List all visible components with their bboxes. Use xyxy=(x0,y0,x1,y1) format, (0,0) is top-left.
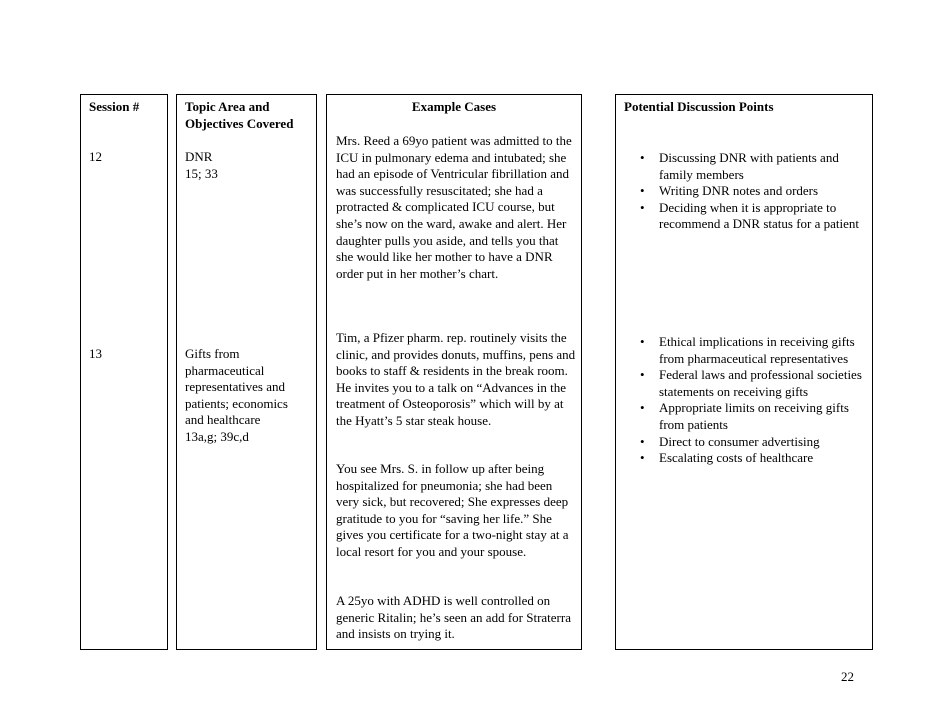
bullet-icon: • xyxy=(640,367,645,383)
row-12-topic-name: DNR xyxy=(185,149,213,164)
bullet-icon: • xyxy=(640,450,645,466)
session-header: Session # xyxy=(89,99,140,114)
case-adhd-advertising: A 25yo with ADHD is well controlled on generic Ritalin; he’s seen an add for Straterra and insists on trying it. xyxy=(336,593,571,642)
case-dnr-mrs-reed: Mrs. Reed a 69yo patient was admitted to the ICU in pulmonary edema and intubated; she had an episode of Ventricular fibrillation and was successfully resuscitated; she had a protracted & complicated ICU course, but she’s now on the ward, awake and alert. Her daughter pulls you aside, and tells you that she would like her mother to have a DNR order put in her mother’s chart. xyxy=(336,133,572,281)
discussion-column xyxy=(615,94,873,650)
row-13-objectives: 13a,g; 39c,d xyxy=(185,428,249,444)
topic-header: Topic Area and Objectives Covered xyxy=(185,99,294,131)
list-item: • Federal laws and professional societies statements on receiving gifts xyxy=(640,367,862,399)
bullet-icon: • xyxy=(640,334,645,349)
cases-header: Example Cases xyxy=(411,99,497,114)
bullet-icon: • xyxy=(640,199,645,215)
list-item: • Writing DNR notes and orders xyxy=(640,183,819,199)
row-13-topic-name: Gifts from pharmaceutical representatives and patients; economics and healthcare xyxy=(185,346,288,428)
row-13-session: 13 xyxy=(89,346,102,361)
bullet-icon: • xyxy=(640,183,645,199)
bullet-icon: • xyxy=(640,400,645,416)
row-12-topic xyxy=(185,149,309,182)
page-number: 22 xyxy=(841,669,854,684)
list-item: • Direct to consumer advertising xyxy=(640,433,820,449)
session-column xyxy=(80,94,168,650)
row-13-points xyxy=(616,334,866,467)
list-item: • Deciding when it is appropriate to recommend a DNR status for a patient xyxy=(640,199,859,232)
list-item: • Ethical implications in receiving gifts from pharmaceutical representatives xyxy=(640,334,855,366)
row-12-points xyxy=(616,150,866,233)
case-pharm-rep: Tim, a Pfizer pharm. rep. routinely visits the clinic, and provides donuts, muffins, pens and books to staff & residents in the break room. He invites you to a talk on “Advances in the treatment of Osteoporosis” which will by at the Hyatt’s 5 star steak house. xyxy=(336,330,576,428)
list-item: • Appropriate limits on receiving gifts from patients xyxy=(640,400,849,432)
list-item: • Discussing DNR with patients and family members xyxy=(640,150,839,182)
discussion-header: Potential Discussion Points xyxy=(624,99,774,114)
topic-column xyxy=(176,94,317,650)
row-12-objectives: 15; 33 xyxy=(185,165,218,181)
list-item: • Escalating costs of healthcare xyxy=(640,450,814,466)
row-12-session: 12 xyxy=(89,149,102,164)
bullet-icon: • xyxy=(640,150,645,165)
case-patient-gift: You see Mrs. S. in follow up after being hospitalized for pneumonia; she had been very sick, but recovered; She expresses deep gratitude to you for “saving her life.” She gives you certificate for a two-night stay at a local resort for you and your spouse. xyxy=(336,461,569,559)
row-13-topic xyxy=(185,346,309,446)
cases-column xyxy=(326,94,582,650)
bullet-icon: • xyxy=(640,433,645,449)
